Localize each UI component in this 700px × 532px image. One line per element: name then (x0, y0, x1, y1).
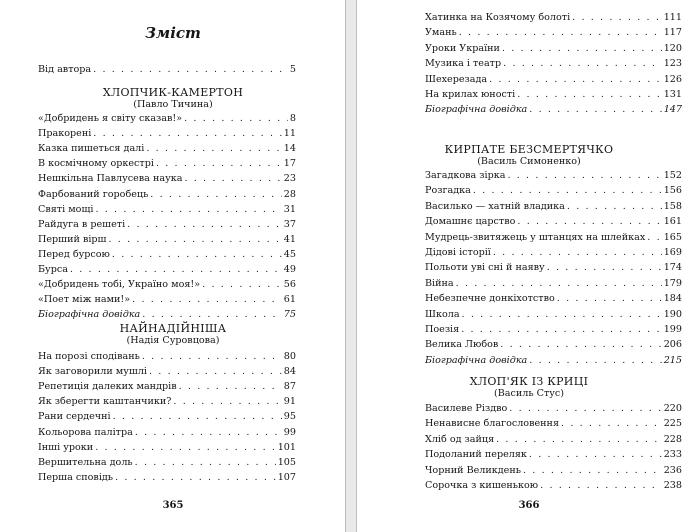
toc-entry-title: Уроки України (425, 42, 500, 54)
dot-leader (184, 172, 281, 185)
toc-entry (38, 233, 296, 246)
toc-entry (38, 63, 296, 76)
dot-leader (540, 479, 662, 492)
toc-entry-title: Біографічна довідка (38, 309, 141, 321)
toc-entry (425, 231, 682, 244)
dot-leader (502, 42, 662, 55)
toc-entry-page: 61 (283, 294, 296, 306)
section-author: (Надія Суровцова) (126, 335, 220, 346)
dot-leader (113, 410, 282, 423)
toc-entry (425, 308, 682, 321)
dot-leader (503, 57, 662, 70)
dot-leader (202, 278, 282, 291)
toc-entry-title: Музика і театр (425, 58, 502, 70)
toc-entry-title: «Добридень я світу сказав!» (38, 113, 183, 124)
toc-entry-page: 49 (283, 264, 296, 275)
toc-entry (425, 338, 682, 351)
toc-entry-page: 179 (663, 277, 682, 289)
toc-entry-page: 233 (663, 449, 682, 461)
toc-entry-title: Святі мощі (38, 203, 94, 215)
dot-leader (509, 402, 661, 415)
dot-leader (135, 456, 276, 469)
dot-leader (142, 308, 282, 321)
toc-entry-title: Домашнє царство (425, 216, 516, 228)
toc-entry (38, 426, 296, 439)
dot-leader (647, 231, 661, 244)
toc-entry (38, 350, 296, 363)
dot-leader (112, 248, 282, 261)
toc-entry-title: Небезпечне донкіхотство (425, 293, 555, 305)
toc-entry-page: 45 (283, 248, 296, 260)
toc-entry (38, 456, 296, 469)
toc-entry-page: 37 (283, 218, 296, 230)
toc-entry-title: Сорочка з кишенькою (425, 480, 539, 491)
dot-leader (523, 464, 662, 477)
dot-leader (561, 417, 662, 430)
toc-entry-title: В космічному оркестрі (38, 158, 154, 170)
toc-entry (425, 169, 682, 182)
toc-entry-page: 215 (663, 354, 682, 366)
toc-entry (425, 354, 682, 367)
dot-leader (108, 233, 281, 246)
section-author: (Василь Симоненко) (477, 156, 581, 167)
toc-entry (425, 57, 682, 70)
toc-entry-title: Мудрець-звитяжець у штанцях на шлейках (425, 231, 646, 243)
dot-leader (146, 142, 281, 155)
dot-leader (173, 395, 281, 408)
toc-entry (425, 215, 682, 228)
section-title: ХЛОПЧИК-КАМЕРТОН (102, 86, 244, 99)
toc-entry-title: Війна (425, 277, 454, 289)
toc-entry-page: 87 (283, 381, 296, 393)
toc-entry-title: Біографічна довідка (425, 354, 528, 366)
toc-entry (425, 246, 682, 259)
toc-entry-page: 147 (663, 104, 682, 116)
toc-entry-page: 158 (663, 200, 682, 212)
toc-entry-title: На порозі сподівань (38, 351, 140, 362)
toc-entry-title: Біографічна довідка (425, 104, 528, 116)
toc-entry (38, 157, 296, 170)
toc-entry (425, 103, 682, 116)
toc-entry-title: Репетиція далеких мандрів (38, 381, 177, 393)
toc-entry-page: 107 (277, 471, 296, 483)
toc-entry-page: 236 (663, 464, 682, 476)
toc-entry-title: Рани сердечні (38, 411, 111, 423)
book-gutter (346, 0, 356, 532)
toc-entry-title: Нешкільна Павлусева наука (38, 173, 183, 185)
dot-leader (156, 157, 282, 170)
toc-entry-page: 169 (663, 247, 682, 258)
toc-entry-page: 5 (289, 64, 296, 75)
toc-entry (38, 112, 296, 125)
right-page (356, 0, 700, 532)
dot-leader (142, 350, 282, 363)
section-author: (Василь Стус) (493, 388, 565, 399)
section-title: КИРПАТЕ БЕЗСМЕРТЯЧКО (444, 143, 614, 156)
toc-entry (425, 323, 682, 336)
toc-entry-page: 220 (663, 403, 682, 414)
dot-leader (93, 127, 282, 140)
toc-entry (425, 184, 682, 197)
toc-entry-page: 120 (663, 42, 682, 54)
left-page (0, 0, 346, 532)
dot-leader (456, 277, 662, 290)
toc-entry-page: 123 (663, 58, 682, 70)
toc-entry-page: 165 (663, 231, 682, 243)
dot-leader (473, 184, 662, 197)
toc-entry-page: 238 (663, 480, 682, 491)
toc-entry-page: 75 (283, 309, 296, 321)
dot-leader (179, 380, 282, 393)
dot-leader (529, 103, 661, 116)
toc-entry-page: 41 (283, 233, 296, 245)
toc-entry-page: 17 (283, 158, 296, 170)
toc-entry-title: «Поет між нами!» (38, 294, 131, 306)
dot-leader (115, 471, 276, 484)
dot-leader (127, 218, 282, 231)
dot-leader (547, 261, 662, 274)
dot-leader (149, 365, 282, 378)
dot-leader (500, 338, 661, 351)
toc-entry-page: 190 (663, 308, 682, 320)
toc-entry-title: Перший вірш (38, 233, 107, 245)
toc-entry-title: Як заговорили мушлі (38, 366, 147, 378)
toc-entry (38, 410, 296, 423)
toc-entry-title: Розгадка (425, 185, 471, 197)
dot-leader (489, 73, 662, 86)
toc-entry-page: 80 (283, 351, 296, 362)
toc-entry (38, 263, 296, 276)
dot-leader (95, 441, 276, 454)
toc-entry-page: 11 (283, 128, 296, 140)
toc-entry (425, 402, 682, 415)
toc-entry-page: 91 (283, 396, 296, 408)
dot-leader (529, 448, 662, 461)
toc-entry-page: 14 (283, 143, 296, 155)
toc-entry-page: 117 (663, 27, 682, 39)
dot-leader (517, 215, 661, 228)
toc-entry-page: 101 (277, 441, 296, 453)
section-author: (Павло Тичина) (133, 99, 213, 110)
toc-entry (38, 248, 296, 261)
toc-entry-page: 156 (663, 185, 682, 197)
toc-entry-page: 31 (283, 203, 296, 215)
dot-leader (507, 169, 661, 182)
toc-entry (38, 127, 296, 140)
toc-entry (38, 441, 296, 454)
dot-leader (496, 433, 662, 446)
dot-leader (529, 354, 661, 367)
toc-entry (38, 395, 296, 408)
toc-entry (425, 479, 682, 492)
toc-entry-title: Пракорені (38, 128, 92, 140)
toc-entry-page: 184 (663, 293, 682, 305)
toc-entry (425, 11, 682, 24)
dot-leader (184, 112, 288, 125)
toc-entry-page: 56 (283, 279, 296, 291)
page-number: 365 (162, 500, 184, 511)
toc-entry-page: 152 (663, 170, 682, 181)
toc-entry (38, 380, 296, 393)
dot-leader (132, 293, 282, 306)
toc-entry-title: Велика Любов (425, 339, 499, 351)
toc-entry-page: 131 (663, 89, 682, 100)
page-number: 366 (518, 500, 540, 511)
toc-entry (425, 292, 682, 305)
dot-leader (70, 263, 282, 276)
toc-entry-title: Від автора (38, 64, 92, 75)
toc-entry (425, 200, 682, 213)
toc-entry-title: Загадкова зірка (425, 170, 506, 181)
toc-entry (38, 188, 296, 201)
dot-leader (517, 88, 661, 101)
toc-entry-title: Школа (425, 308, 460, 320)
toc-entry (38, 203, 296, 216)
toc-entry-title: Перша сповідь (38, 471, 114, 483)
toc-entry-title: Ненависне благословення (425, 418, 560, 430)
toc-entry (38, 218, 296, 231)
toc-entry-title: Казка пишеться далі (38, 143, 145, 155)
toc-entry-page: 126 (663, 73, 682, 85)
toc-entry (425, 88, 682, 101)
toc-entry (425, 464, 682, 477)
toc-entry-title: Як зберегти каштанчики? (38, 396, 172, 408)
dot-leader (95, 203, 281, 216)
dot-leader (572, 11, 662, 24)
toc-entry-title: Райдуга в решеті (38, 218, 126, 230)
toc-entry (38, 308, 296, 321)
toc-entry-title: Дідові історії (425, 247, 491, 258)
toc-entry (38, 142, 296, 155)
section-title: ХЛОП'ЯК ІЗ КРИЦІ (469, 375, 589, 388)
toc-entry-title: Хліб од зайця (425, 433, 495, 445)
toc-entry-page: 174 (663, 262, 682, 274)
toc-entry (38, 365, 296, 378)
dot-leader (135, 426, 282, 439)
toc-entry (38, 278, 296, 291)
toc-entry-title: Подоланий переляк (425, 449, 527, 461)
toc-entry-title: Бурса (38, 264, 68, 275)
toc-entry-page: 225 (663, 418, 682, 430)
dot-leader (93, 63, 288, 76)
toc-entry-title: Вершительна доль (38, 456, 133, 468)
toc-entry (425, 26, 682, 39)
toc-entry-title: Кольорова палітра (38, 426, 133, 438)
toc-entry (425, 73, 682, 86)
contents-heading: Зміст (145, 24, 201, 42)
toc-entry (425, 417, 682, 430)
toc-entry-page: 105 (277, 456, 296, 468)
dot-leader (557, 292, 662, 305)
toc-entry-page: 199 (663, 324, 682, 335)
toc-entry-title: Василько — хатній владика (425, 200, 565, 212)
dot-leader (459, 26, 662, 39)
toc-entry (38, 172, 296, 185)
dot-leader (461, 323, 662, 336)
toc-entry-page: 228 (663, 433, 682, 445)
toc-entry (425, 277, 682, 290)
toc-entry-title: Фарбований горобець (38, 188, 149, 200)
toc-entry-title: Шехерезада (425, 73, 488, 85)
toc-entry (425, 448, 682, 461)
toc-entry (38, 471, 296, 484)
dot-leader (462, 308, 662, 321)
toc-entry-title: Хатинка на Козячому болоті (425, 12, 571, 23)
toc-entry (425, 42, 682, 55)
toc-entry (425, 433, 682, 446)
toc-entry-title: На крилах юності (425, 89, 516, 100)
toc-entry-title: Умань (425, 27, 457, 39)
toc-entry-title: Перед бурсою (38, 248, 110, 260)
toc-entry (425, 261, 682, 274)
toc-entry (38, 293, 296, 306)
toc-entry-page: 8 (289, 113, 296, 124)
toc-entry-title: Поезія (425, 324, 460, 335)
toc-entry-page: 206 (663, 339, 682, 351)
toc-entry-page: 111 (663, 12, 682, 23)
toc-entry-title: Польоти уві сні й наяву (425, 262, 545, 274)
toc-entry-title: Інші уроки (38, 441, 94, 453)
section-title: НАЙНАДІЙНІША (119, 322, 227, 335)
toc-entry-page: 95 (283, 411, 296, 423)
dot-leader (493, 246, 662, 259)
toc-entry-page: 84 (283, 366, 296, 378)
toc-entry-title: «Добридень тобі, Україно моя!» (38, 279, 201, 291)
dot-leader (150, 188, 281, 201)
toc-entry-page: 161 (663, 216, 682, 228)
toc-entry-page: 99 (283, 426, 296, 438)
toc-entry-title: Василеве Різдво (425, 403, 508, 414)
dot-leader (567, 200, 662, 213)
toc-entry-title: Чорний Великдень (425, 464, 521, 476)
toc-entry-page: 23 (283, 173, 296, 185)
toc-entry-page: 28 (283, 188, 296, 200)
